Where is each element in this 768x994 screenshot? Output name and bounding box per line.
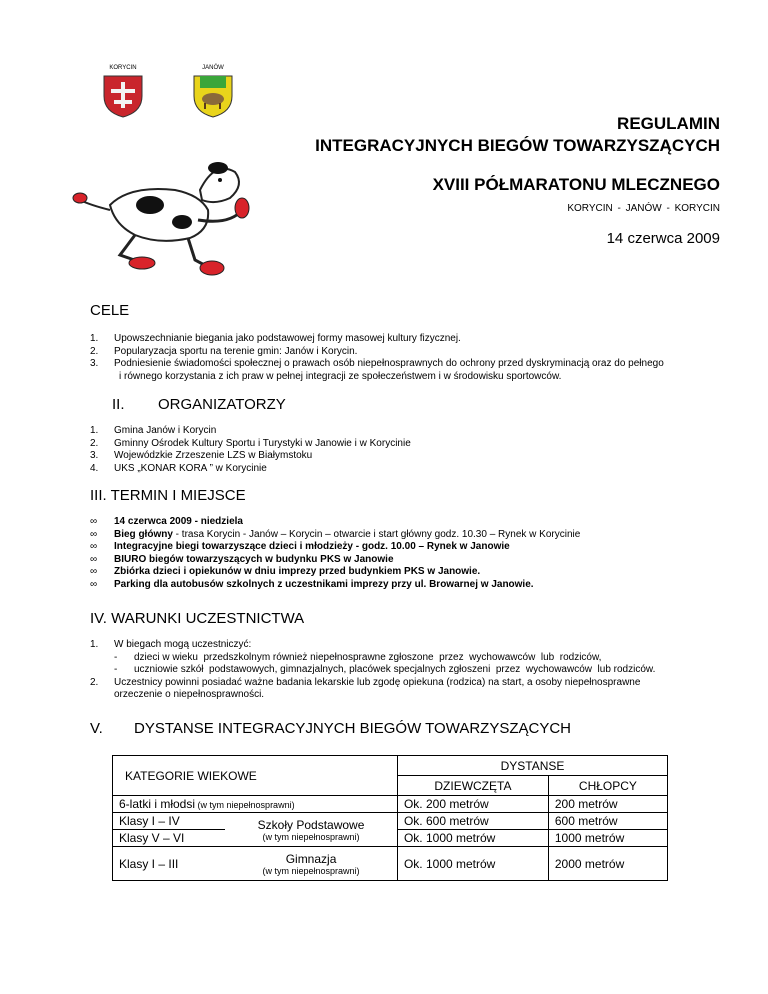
list-item: 4. UKS „KONAR KORA ” w Korycinie (90, 462, 267, 474)
category-cell: 6-latki i młodsi (w tym niepełnosprawni) (113, 796, 398, 813)
list-item: orzeczenie o niepełnosprawności. (114, 689, 265, 701)
list-item: ∞ BIURO biegów towarzyszących w budynku PKS w Janowie (90, 553, 394, 565)
list-item: 1. Gmina Janów i Korycin (90, 425, 217, 436)
girls-cell: Ok. 200 metrów (397, 796, 548, 813)
list-item: i równego korzystania z ich praw w pełnej integracji ze społeczeństwem i w środowisku sportowców. (119, 370, 562, 382)
boys-cell: 2000 metrów (548, 847, 667, 881)
dystanse-header: DYSTANSE (397, 756, 667, 776)
categories-header: KATEGORIE WIEKOWE (113, 756, 398, 796)
list-item: ∞ Integracyjne biegi towarzyszące dzieci i młodzieży - godz. 10.00 – Rynek w Janowie (90, 541, 510, 553)
category-cell: Klasy V – VI (113, 830, 226, 847)
list-item: 2. Gminny Ośrodek Kultury Sportu i Turystyki w Janowie i w Korycinie (90, 437, 411, 449)
table-row (113, 796, 668, 813)
dystanse-number: V. (90, 720, 103, 737)
infinity-bullet-icon: ∞ (90, 578, 98, 590)
infinity-bullet-icon: ∞ (90, 553, 98, 565)
cele-list (90, 333, 730, 383)
infinity-bullet-icon: ∞ (90, 516, 98, 527)
list-item: 3. Wojewódzkie Zrzeszenie LZS w Białymstoku (90, 450, 313, 462)
infinity-bullet-icon: ∞ (90, 541, 98, 553)
list-item: 2. Uczestnicy powinni posiadać ważne badania lekarskie lub zgodę opiekuna (rodzica) na start, a osoby niepełnosprawne (90, 676, 641, 688)
table-row (113, 813, 668, 830)
table-row (113, 847, 668, 881)
category-cell: Klasy I – IV (113, 813, 226, 830)
janow-crest-label: JANÓW (202, 65, 224, 71)
boys-cell: 600 metrów (548, 813, 667, 830)
girls-header: DZIEWCZĘTA (397, 776, 548, 796)
boys-header: CHŁOPCY (548, 776, 667, 796)
category-cell: Klasy I – III (113, 847, 226, 881)
infinity-bullet-icon: ∞ (90, 566, 98, 578)
organizatorzy-heading: ORGANIZATORZY (158, 396, 286, 413)
warunki-list (90, 639, 740, 702)
termin-list (90, 516, 740, 592)
list-item: ∞ Parking dla autobusów szkolnych z uczestnikami imprezy przy ul. Browarnej w Janowie. (90, 578, 534, 590)
girls-cell: Ok. 1000 metrów (397, 830, 548, 847)
warunki-heading: IV. WARUNKI UCZESTNICTWA (90, 610, 305, 627)
boys-cell: 1000 metrów (548, 830, 667, 847)
boys-cell: 200 metrów (548, 796, 667, 813)
cow-mascot-illustration (70, 150, 250, 280)
distances-table (112, 755, 668, 881)
dystanse-heading: DYSTANSE INTEGRACYJNYCH BIEGÓW TOWARZYSZĄCYCH (134, 720, 571, 737)
list-item: ∞ Zbiórka dzieci i opiekunów w dniu imprezy przed budynkiem PKS w Janowie. (90, 566, 481, 578)
school-cell: Szkoły Podstawowe (w tym niepełnosprawni) (225, 813, 397, 847)
girls-cell: Ok. 1000 metrów (397, 847, 548, 881)
janow-crest (190, 65, 236, 118)
list-item: 3. Podniesienie świadomości społecznej o prawach osób niepełnosprawnych do ochrony przed dyskryminacją oraz do pełnego (90, 358, 664, 370)
cele-heading: CELE (90, 302, 130, 319)
regulamin-title: REGULAMIN (617, 114, 720, 133)
integracyjnych-title: INTEGRACYJNYCH BIEGÓW TOWARZYSZĄCYCH (315, 136, 720, 155)
girls-cell: Ok. 600 metrów (397, 813, 548, 830)
termin-heading: III. TERMIN I MIEJSCE (90, 487, 246, 504)
list-item: 1. W biegach mogą uczestniczyć: (90, 639, 252, 650)
organizatorzy-number: II. (112, 396, 125, 413)
korycin-crest-label: KORYCIN (109, 65, 137, 71)
route-subtitle: KORYCIN - JANÓW - KORYCIN (567, 203, 720, 214)
list-item: - dzieci w wieku przedszkolnym również niepełnosprawne zgłoszone przez wychowawców lub rodziców, (114, 651, 602, 663)
polmaraton-title: XVIII PÓŁMARATONU MLECZNEGO (432, 175, 720, 194)
organizatorzy-list (90, 425, 730, 475)
event-date: 14 czerwca 2009 (606, 230, 720, 247)
infinity-bullet-icon: ∞ (90, 528, 98, 540)
list-item: ∞ 14 czerwca 2009 - niedziela (90, 516, 243, 527)
list-item: 1. Upowszechnianie biegania jako podstawowej formy masowej kultury fizycznej. (90, 333, 461, 344)
gimnazja-cell: Gimnazja (w tym niepełnosprawni) (225, 847, 397, 881)
list-item: ∞ Bieg główny - trasa Korycin - Janów – Korycin – otwarcie i start główny godz. 10.30 – Rynek w Korycinie (90, 528, 581, 540)
korycin-crest (100, 65, 146, 118)
list-item: 2. Popularyzacja sportu na terenie gmin: Janów i Korycin. (90, 345, 358, 357)
list-item: - uczniowie szkół podstawowych, gimnazjalnych, placówek specjalnych zgłoszeni przez wychowawców lub rodziców. (114, 664, 656, 676)
